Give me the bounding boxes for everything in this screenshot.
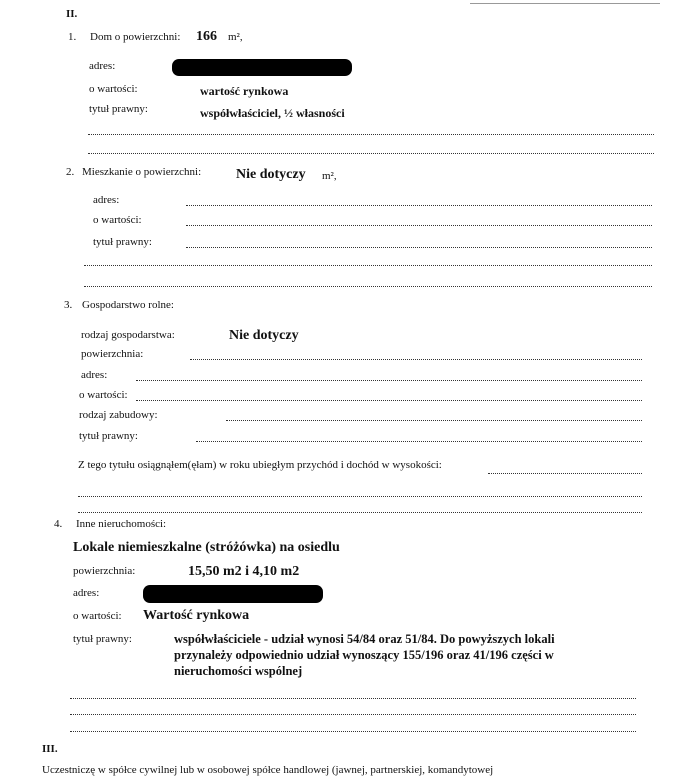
farm-area-label: powierzchnia: bbox=[81, 348, 144, 360]
farm-title-label: tytuł prawny: bbox=[79, 430, 138, 442]
apartment-address-label: adres: bbox=[93, 194, 120, 206]
blank-line bbox=[88, 153, 654, 154]
other-property-description: Lokale niemieszkalne (stróżówka) na osiedlu bbox=[73, 540, 340, 555]
house-area-value: 166 bbox=[196, 29, 217, 44]
house-area-label: Dom o powierzchni: bbox=[90, 31, 181, 43]
blank-line bbox=[84, 265, 652, 266]
item-3-number: 3. bbox=[64, 299, 73, 311]
other-title-line-1: współwłaściciele - udział wynosi 54/84 oraz 51/84. Do powyższych lokali bbox=[174, 632, 555, 646]
apartment-value-label: o wartości: bbox=[93, 214, 142, 226]
farm-income-line bbox=[488, 473, 642, 474]
item-4-number: 4. bbox=[54, 518, 63, 530]
other-area-label: powierzchnia: bbox=[73, 565, 136, 577]
farm-type-value: Nie dotyczy bbox=[229, 328, 299, 343]
farm-value-line bbox=[136, 400, 642, 401]
top-edge-line bbox=[470, 3, 660, 4]
section-heading-ii: II. bbox=[66, 8, 78, 20]
apartment-area-value: Nie dotyczy bbox=[236, 167, 306, 182]
farm-type-label: rodzaj gospodarstwa: bbox=[81, 329, 175, 341]
other-title-label: tytuł prawny: bbox=[73, 633, 132, 645]
other-address-label: adres: bbox=[73, 587, 100, 599]
other-title-line-2: przynależy odpowiednio udział wynoszący 155/196 oraz 41/196 części w bbox=[174, 648, 554, 662]
blank-line bbox=[78, 512, 642, 513]
blank-line bbox=[70, 731, 636, 732]
blank-line bbox=[70, 714, 636, 715]
farm-address-line bbox=[136, 380, 642, 381]
apartment-area-unit: m², bbox=[322, 170, 337, 182]
farm-income-label: Z tego tytułu osiągnąłem(ęłam) w roku ubiegłym przychód i dochód w wysokości: bbox=[78, 459, 442, 471]
farm-label: Gospodarstwo rolne: bbox=[82, 299, 174, 311]
house-value-label: o wartości: bbox=[89, 83, 138, 95]
blank-line bbox=[70, 698, 636, 699]
house-area-unit: m², bbox=[228, 31, 243, 43]
farm-area-line bbox=[190, 359, 642, 360]
apartment-title-line bbox=[186, 247, 652, 248]
apartment-title-label: tytuł prawny: bbox=[93, 236, 152, 248]
blank-line bbox=[88, 134, 654, 135]
farm-address-label: adres: bbox=[81, 369, 108, 381]
house-title-label: tytuł prawny: bbox=[89, 103, 148, 115]
blank-line bbox=[84, 286, 652, 287]
item-1-number: 1. bbox=[68, 31, 77, 43]
other-value-text: Wartość rynkowa bbox=[143, 608, 250, 623]
other-property-label: Inne nieruchomości: bbox=[76, 518, 167, 530]
redacted-other-address bbox=[143, 585, 323, 603]
apartment-value-line bbox=[186, 225, 652, 226]
house-title-text: współwłaściciel, ½ własności bbox=[200, 106, 345, 120]
other-title-line-3: nieruchomości wspólnej bbox=[174, 664, 303, 678]
farm-building-line bbox=[226, 420, 642, 421]
house-address-label: adres: bbox=[89, 60, 116, 72]
redacted-house-address bbox=[172, 59, 352, 76]
apartment-address-line bbox=[186, 205, 652, 206]
other-area-value: 15,50 m2 i 4,10 m2 bbox=[188, 564, 300, 579]
section-iii-text: Uczestniczę w spółce cywilnej lub w osobowej spółce handlowej (jawnej, partnerskiej, komandytowej bbox=[42, 764, 494, 776]
other-value-label: o wartości: bbox=[73, 610, 122, 622]
house-value-text: wartość rynkowa bbox=[200, 84, 289, 98]
farm-title-line bbox=[196, 441, 642, 442]
item-2-number: 2. bbox=[66, 166, 75, 178]
farm-value-label: o wartości: bbox=[79, 389, 128, 401]
blank-line bbox=[78, 496, 642, 497]
apartment-area-label: Mieszkanie o powierzchni: bbox=[82, 166, 202, 178]
section-heading-iii: III. bbox=[42, 743, 58, 755]
farm-building-label: rodzaj zabudowy: bbox=[79, 409, 158, 421]
